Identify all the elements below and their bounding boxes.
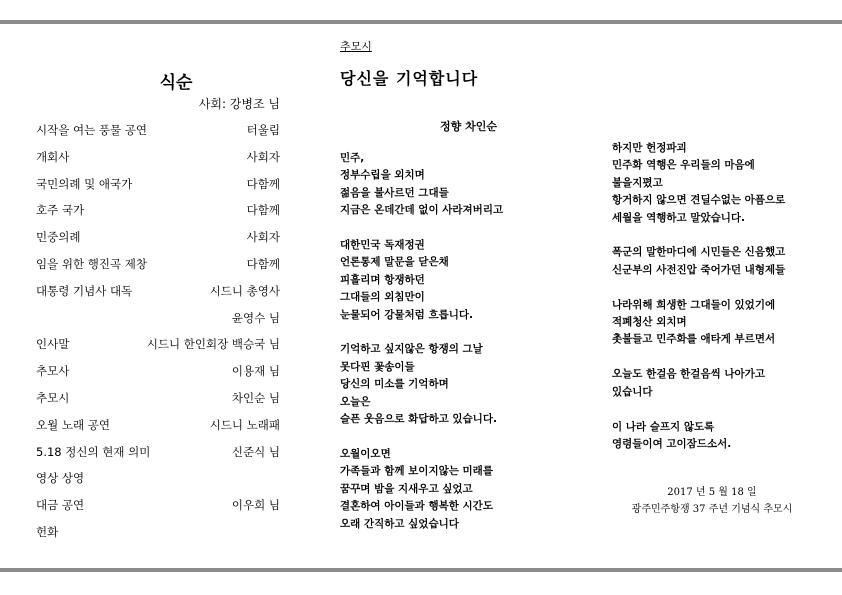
poem-date: 2017 년 5 월 18 일 xyxy=(667,487,757,498)
program-item-performer: 시드니 노래패 xyxy=(209,417,280,432)
program-item-name: 호주 국가 xyxy=(36,203,85,218)
program-item xyxy=(36,310,280,326)
program-item-performer: 이우희 님 xyxy=(231,498,280,513)
program-item-performer: 다함께 xyxy=(246,176,280,191)
program-item xyxy=(36,122,280,138)
program-item-name: 국민의례 및 애국가 xyxy=(36,176,133,191)
program-item xyxy=(36,470,280,486)
program-item-name: 추모사 xyxy=(36,364,70,379)
program-item-name: 오월 노래 공연 xyxy=(36,417,110,432)
program-item-name: 민중의례 xyxy=(36,230,81,245)
program-item-performer: 다함께 xyxy=(246,203,280,218)
program-item-performer: 신준식 님 xyxy=(231,444,280,459)
program-item-name: 대통령 기념사 대독 xyxy=(36,283,133,298)
program-item xyxy=(36,390,280,406)
program-item-name: 헌화 xyxy=(36,525,59,539)
poem-occasion: 광주민주항쟁 37 주년 기념식 추모시 xyxy=(631,504,793,515)
program-item-name: 시작을 여는 풍물 공연 xyxy=(36,123,147,137)
program-item xyxy=(36,256,280,272)
program-item-name: 인사말 xyxy=(36,337,70,352)
poem-column-1: 민주, 정부수립을 외치며 젊음을 불사르던 그대들 지금은 온데간데 없이 사라져버리고 대한민국 독재정권 언론통제 말문을 닫은채 피흘리며 항쟁하던 그대들의 외침만이 눈물되어 강물처럼 흐릅니다. 기억하고 싶지않은 항쟁의 그날 못다핀 꽃송이들 당신의 미소를 기억하며 오늘은 슬픈 웃음으로 화답하고 있습니다. 오월이오면 가족들과 함께 보이지않는 미래를 꿈꾸며 밤을 지새우고 싶었고 결혼하여 아이들과 행복한 시간도 오래 간직하고 싶었습니다 xyxy=(340,152,504,530)
program-title: 식순 xyxy=(159,73,193,93)
program-item-performer: 시드니 한인회장 백승국 님 xyxy=(146,337,280,352)
poem-category: 추모시 xyxy=(340,40,372,53)
program-item-performer: 사회자 xyxy=(246,149,280,164)
program-item-name: 추모시 xyxy=(36,391,70,405)
program-item xyxy=(36,229,280,245)
poem-column-2: 하지만 헌정파괴 민주화 역행은 우리들의 마음에 불을지폈고 항거하지 않으면 견딜수없는 아픔으로 세월을 역행하고 말았습니다. 폭군의 말한마디에 시민들은 신음했고 신군부의 사전진압 죽어가던 내형제들 나라위해 희생한 그대들이 있었기에 적폐청산 외치며 촛불들고 민주화를 애타게 부르면서 오늘도 한걸음 한걸음씩 나아가고 있습니다 이 나라 슬프지 않도록 영령들이여 고이잠드소서. xyxy=(612,142,786,450)
program-item-performer: 시드니 총영사 xyxy=(209,283,280,298)
program-item-name: 대금 공연 xyxy=(36,498,85,513)
poem-title: 당신을 기억합니다 xyxy=(340,69,479,88)
program-item xyxy=(36,149,280,165)
program-item xyxy=(36,417,280,433)
program-item xyxy=(36,444,280,460)
program-item-performer: 터울림 xyxy=(246,123,280,137)
program-item xyxy=(36,497,280,513)
mc-line: 사회: 강병조 님 xyxy=(198,97,280,111)
poem-author: 정향 차인순 xyxy=(440,120,497,133)
bottom-border xyxy=(0,568,842,572)
program-item-performer: 차인순 님 xyxy=(231,391,280,405)
poem-footer xyxy=(612,484,812,518)
program-item xyxy=(36,336,280,352)
program-item-performer: 이용재 님 xyxy=(231,364,280,379)
program-item-performer: 다함께 xyxy=(246,257,280,271)
program-item-performer: 윤영수 님 xyxy=(231,310,280,325)
program-item xyxy=(36,202,280,218)
program-item xyxy=(36,283,280,299)
program-item-name: 영상 상영 xyxy=(36,471,85,486)
program-item xyxy=(36,363,280,379)
program-item-name: 개회사 xyxy=(36,149,70,164)
program-item xyxy=(36,176,280,192)
program-item-name: 임을 위한 행진곡 제창 xyxy=(36,257,147,271)
top-border xyxy=(0,20,842,24)
program-item-name: 5.18 정신의 현재 의미 xyxy=(36,444,151,459)
program-item-performer: 사회자 xyxy=(246,230,280,245)
program-item xyxy=(36,524,280,540)
